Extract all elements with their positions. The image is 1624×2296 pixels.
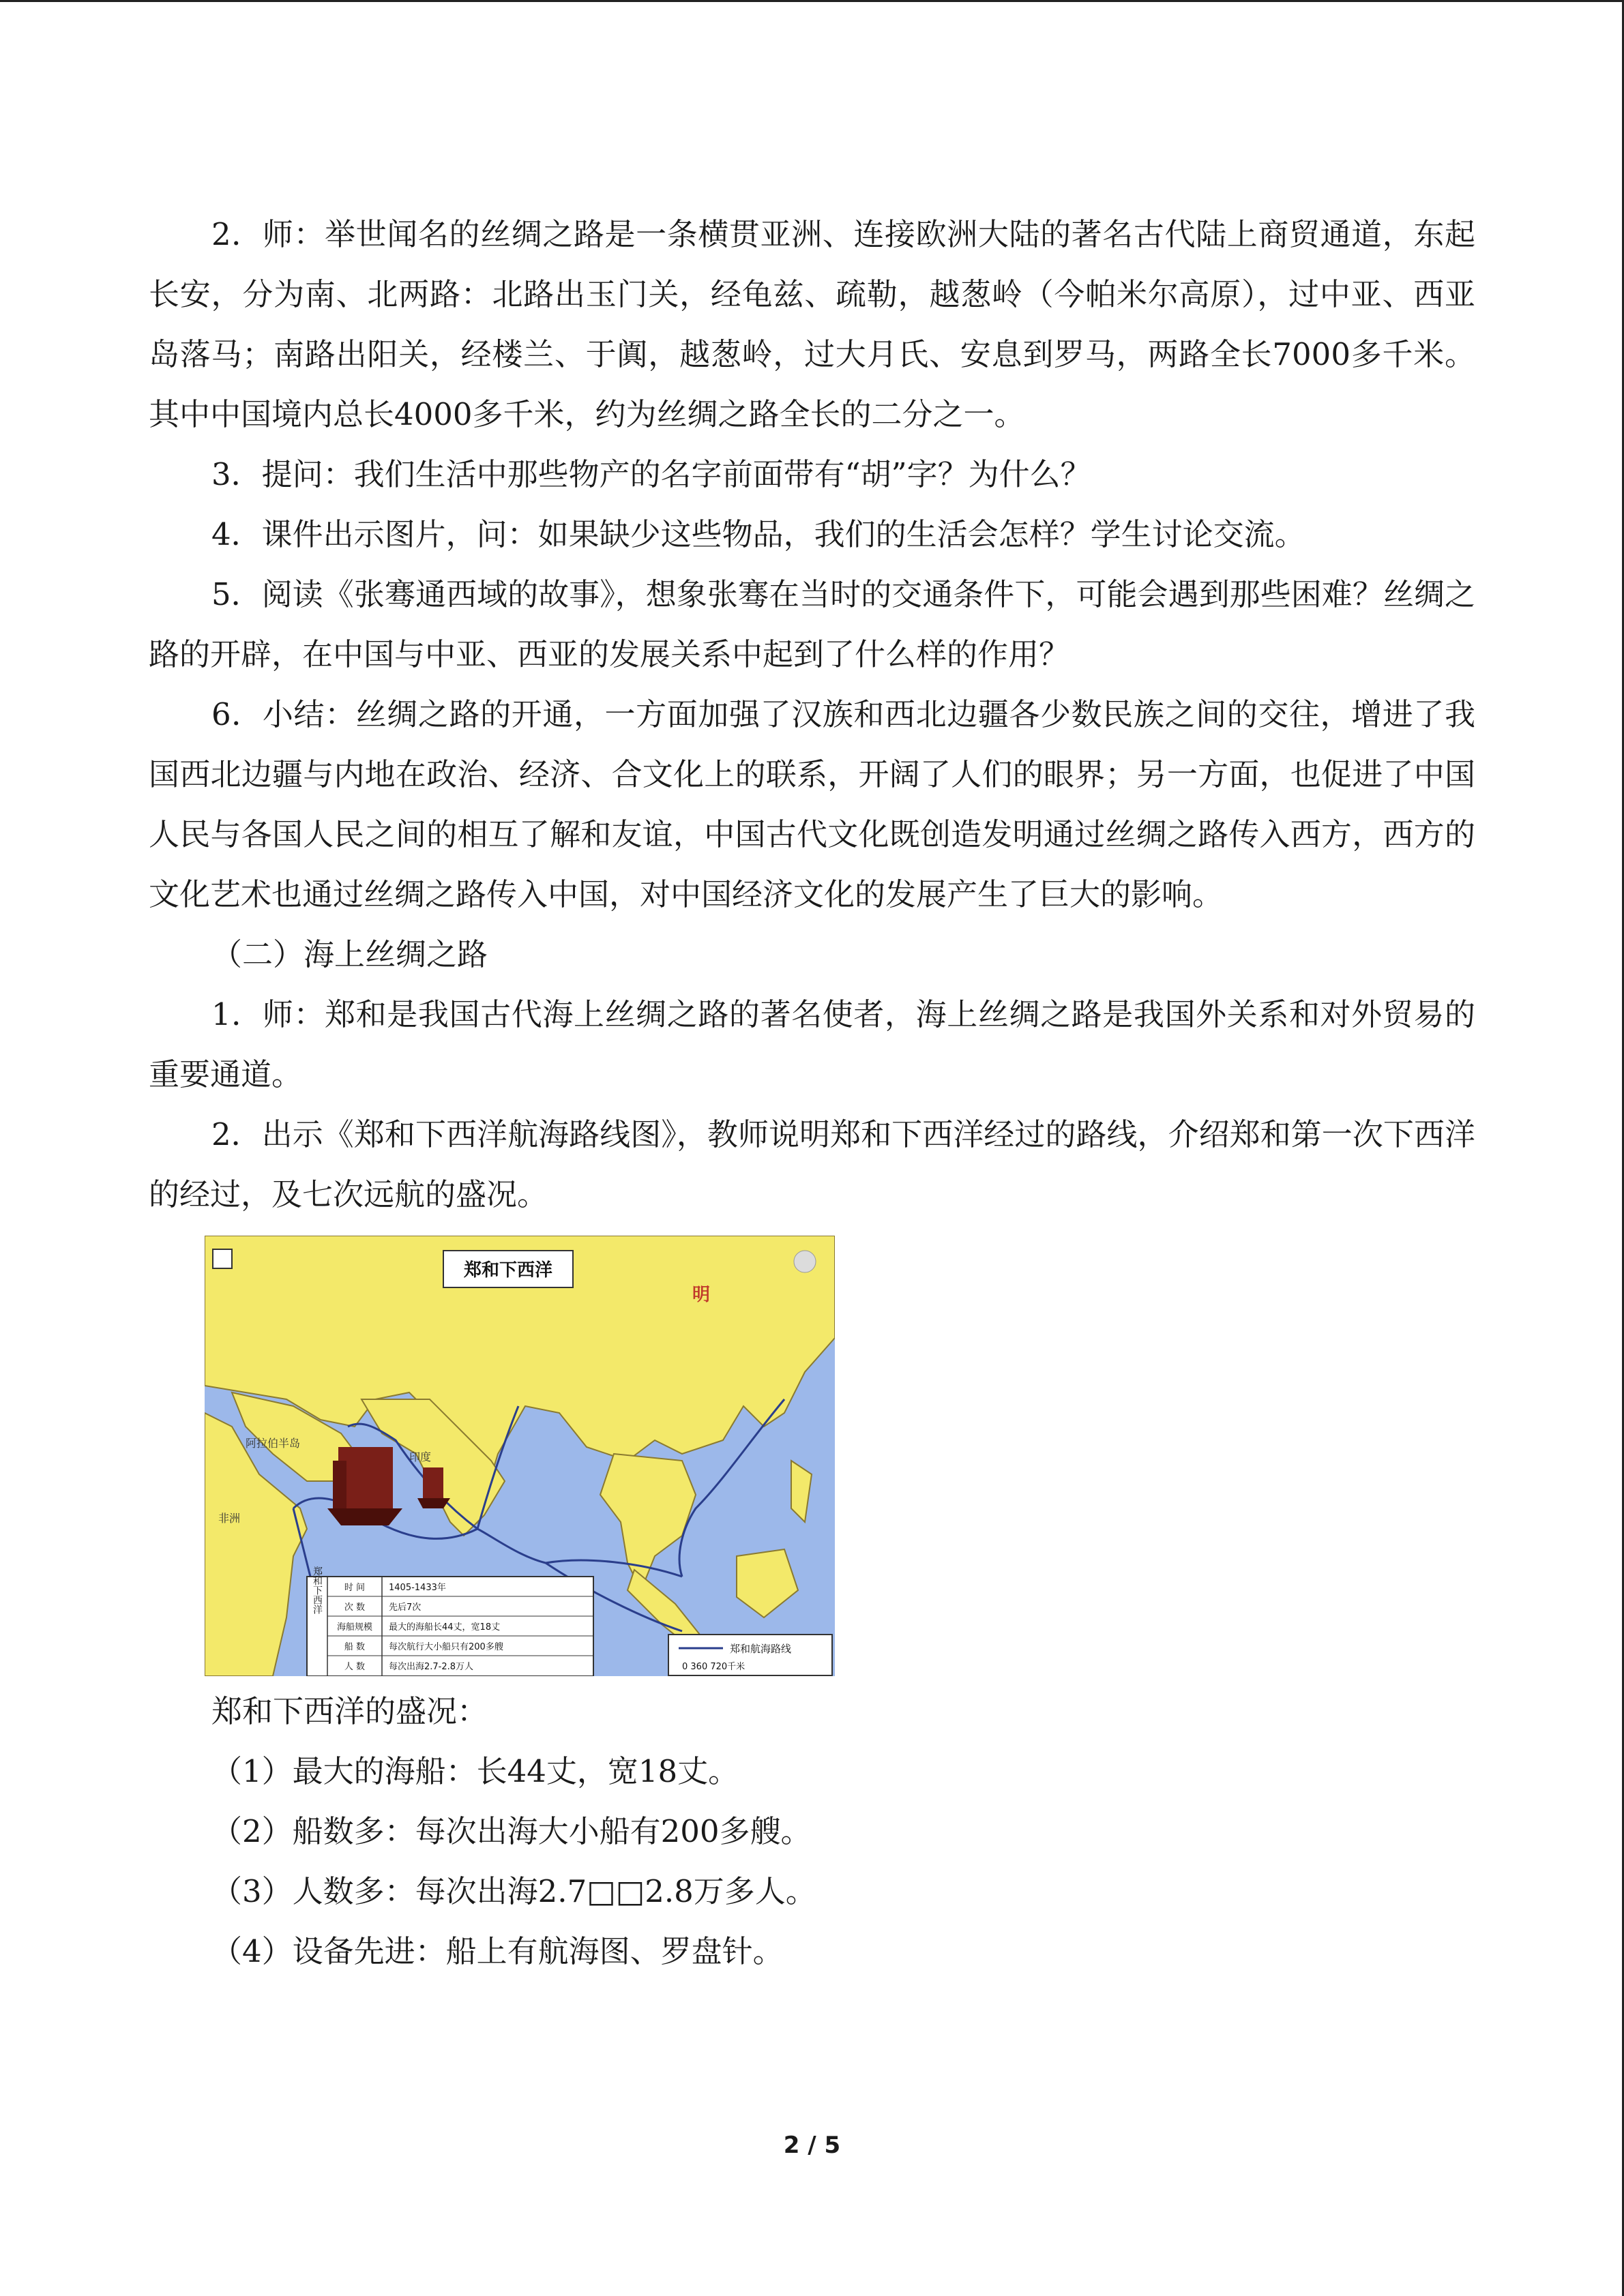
zheng-he-voyage-map: [205, 1236, 835, 1676]
document-body: [149, 205, 1475, 1982]
map-label-ming: 明: [692, 1285, 711, 1305]
table-row-label: 海船规模: [336, 1622, 373, 1632]
table-row-label: 人 数: [344, 1662, 366, 1672]
map-legend: [668, 1635, 832, 1675]
summary-item: （4）设备先进：船上有航海图、罗盘针。: [211, 1933, 784, 1969]
table-row-value: 先后7次: [389, 1602, 422, 1613]
map-label-africa: 非洲: [218, 1512, 241, 1525]
page-top-border: [0, 0, 1624, 2]
map-label-india: 印度: [409, 1450, 432, 1463]
table-row-label: 次 数: [344, 1602, 366, 1613]
page-number: 2 / 5: [783, 2132, 841, 2159]
map-title: 郑和下西洋: [463, 1260, 553, 1281]
map-label-arabia: 阿拉伯半岛: [246, 1437, 301, 1450]
summary-item: （3）人数多：每次出海2.7□□2.8万多人。: [211, 1873, 816, 1909]
summary-item: （1）最大的海船：长44丈，宽18丈。: [211, 1753, 739, 1789]
table-row-value: 每次出海2.7-2.8万人: [389, 1662, 474, 1672]
summary-item: （2）船数多：每次出海大小船有200多艘。: [211, 1813, 812, 1849]
legend-scale: 0 360 720千米: [682, 1662, 745, 1672]
table-row-value: 1405-1433年: [389, 1583, 446, 1593]
zoom-icon: [794, 1251, 816, 1272]
paragraph-zhang-qian-story: 5．阅读《张骞通西域的故事》，想象张骞在当时的交通条件下，可能会遇到那些困难？丝绸之路的开辟，在中国与中亚、西亚的发展关系中起到了什么样的作用？: [149, 576, 1475, 672]
table-row-label: 时 间: [344, 1583, 366, 1593]
paragraph-zheng-he-intro: 1．师：郑和是我国古代海上丝绸之路的著名使者，海上丝绸之路是我国外关系和对外贸易的重要通道。: [149, 996, 1475, 1092]
fullscreen-icon: [213, 1249, 232, 1268]
paragraph-courseware-images: 4．课件出示图片，问：如果缺少这些物品，我们的生活会怎样？学生讨论交流。: [211, 516, 1305, 552]
table-side-label: 郑和下西洋: [312, 1566, 323, 1614]
summary-heading: 郑和下西洋的盛况：: [211, 1693, 488, 1729]
legend-route-label: 郑和航海路线: [730, 1643, 792, 1655]
paragraph-summary: 6．小结：丝绸之路的开通，一方面加强了汉族和西北边疆各少数民族之间的交往，增进了我国西北边疆与内地在政治、经济、合文化上的联系，开阔了人们的眼界；另一方面，也促进了中国人民与各国人民之间的相互了解和友谊，中国古代文化既创造发明通过丝绸之路传入西方，西方的文化艺术也通过丝绸之路传入中国，对中国经济文化的发展产生了巨大的影响。: [149, 696, 1475, 912]
section-heading-maritime: （二）海上丝绸之路: [211, 936, 488, 972]
paragraph-question-hu: 3．提问：我们生活中那些物产的名字前面带有“胡”字？为什么？: [211, 456, 1091, 492]
voyage-info-table: [307, 1566, 593, 1676]
ship-large-icon: [327, 1447, 402, 1525]
table-row-value: 最大的海船长44丈，宽18丈: [389, 1622, 501, 1632]
paragraph-silk-road-intro: 2．师：举世闻名的丝绸之路是一条横贯亚洲、连接欧洲大陆的著名古代陆上商贸通道，东起长安，分为南、北两路：北路出玉门关，经龟兹、疏勒，越葱岭（今帕米尔高原），过中亚、西亚岛落马；南路出阳关，经楼兰、于阗，越葱岭，过大月氏、安息到罗马，两路全长7000多千米。其中中国境内总长4000多千米，约为丝绸之路全长的二分之一。: [149, 216, 1475, 432]
table-row-value: 每次航行大小船只有200多艘: [389, 1642, 503, 1652]
paragraph-map-instructions: 2．出示《郑和下西洋航海路线图》，教师说明郑和下西洋经过的路线，介绍郑和第一次下西洋的经过，及七次远航的盛况。: [149, 1116, 1475, 1212]
table-row-label: 船 数: [344, 1642, 366, 1652]
